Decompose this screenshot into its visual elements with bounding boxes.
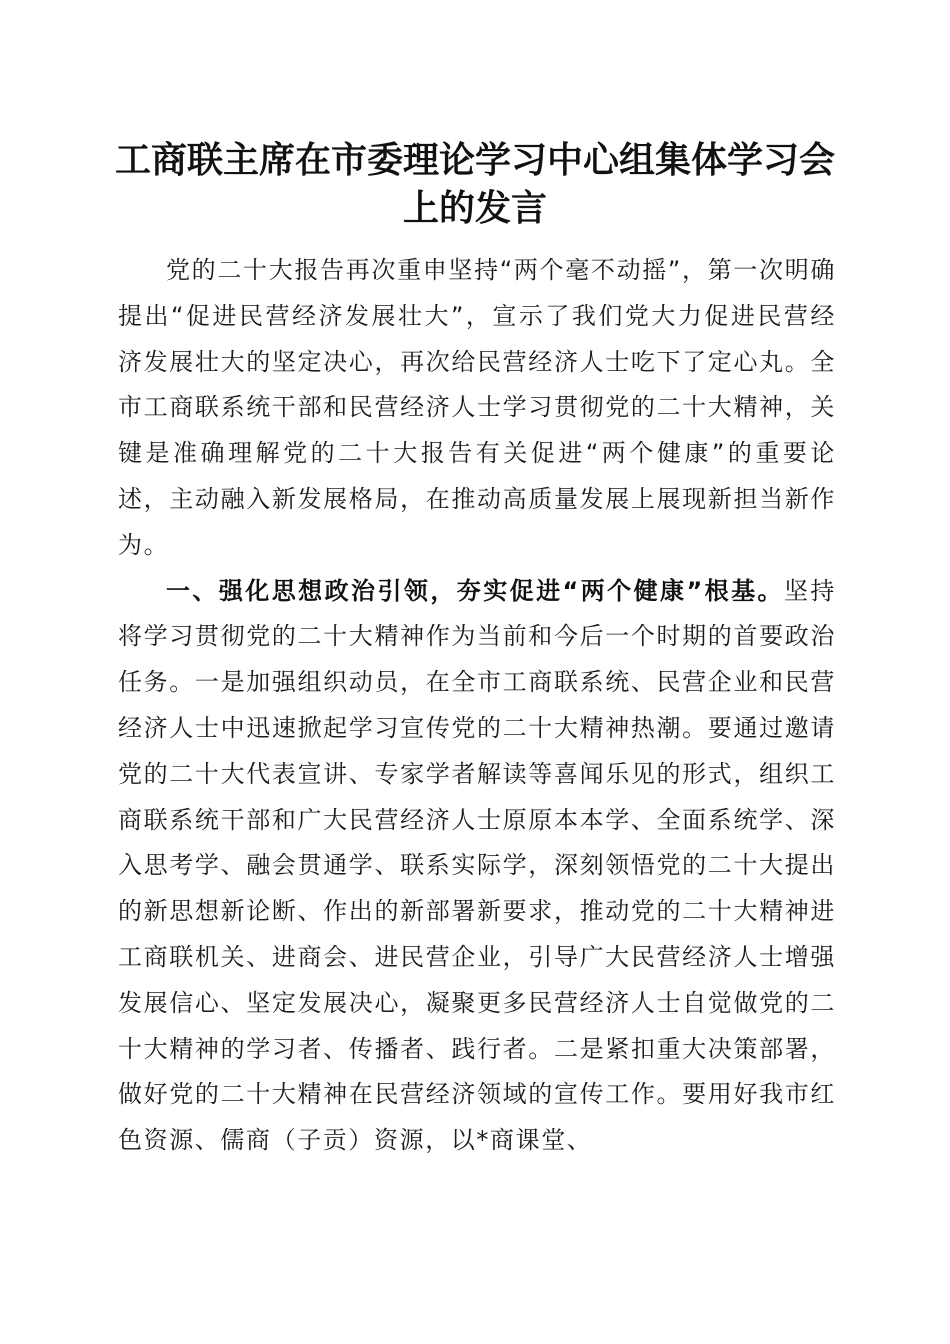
document-title: 工商联主席在市委理论学习中心组集体学习会上的发言	[114, 139, 835, 229]
section-one-text: 坚持将学习贯彻党的二十大精神作为当前和今后一个时期的首要政治任务。一是加强组织动员，在全市工商联系统、民营企业和民营经济人士中迅速掀起学习宣传党的二十大精神热潮。要通过邀请党的二十大代表宣讲、专家学者解读等喜闻乐见的形式，组织工商联系统干部和广大民营经济人士原原本本学、全面系统学、深入思考学、融会贯通学、联系实际学，深刻领悟党的二十大提出的新思想新论断、作出的新部署新要求，推动党的二十大精神进工商联机关、进商会、进民营企业，引导广大民营经济人士增强发展信心、坚定发展决心，凝聚更多民营经济人士自觉做党的二十大精神的学习者、传播者、践行者。二是紧扣重大决策部署，做好党的二十大精神在民营经济领域的宣传工作。要用好我市红色资源、儒商（子贡）资源，以*商课堂、	[118, 576, 837, 1155]
document-body	[118, 248, 836, 1164]
intro-paragraph	[118, 248, 836, 569]
intro-paragraph-text: 党的二十大报告再次重申坚持“两个毫不动摇”，第一次明确提出“促进民营经济发展壮大”，宣示了我们党大力促进民营经济发展壮大的坚定决心，再次给民营经济人士吃下了定心丸。全市工商联系统干部和民营经济人士学习贯彻党的二十大精神，关键是准确理解党的二十大报告有关促进“两个健康”的重要论述，主动融入新发展格局，在推动高质量发展上展现新担当新作为。	[118, 256, 836, 559]
section-one-heading: 一、强化思想政治引领，夯实促进“两个健康”根基。	[166, 576, 784, 605]
section-one-paragraph	[118, 569, 836, 1164]
